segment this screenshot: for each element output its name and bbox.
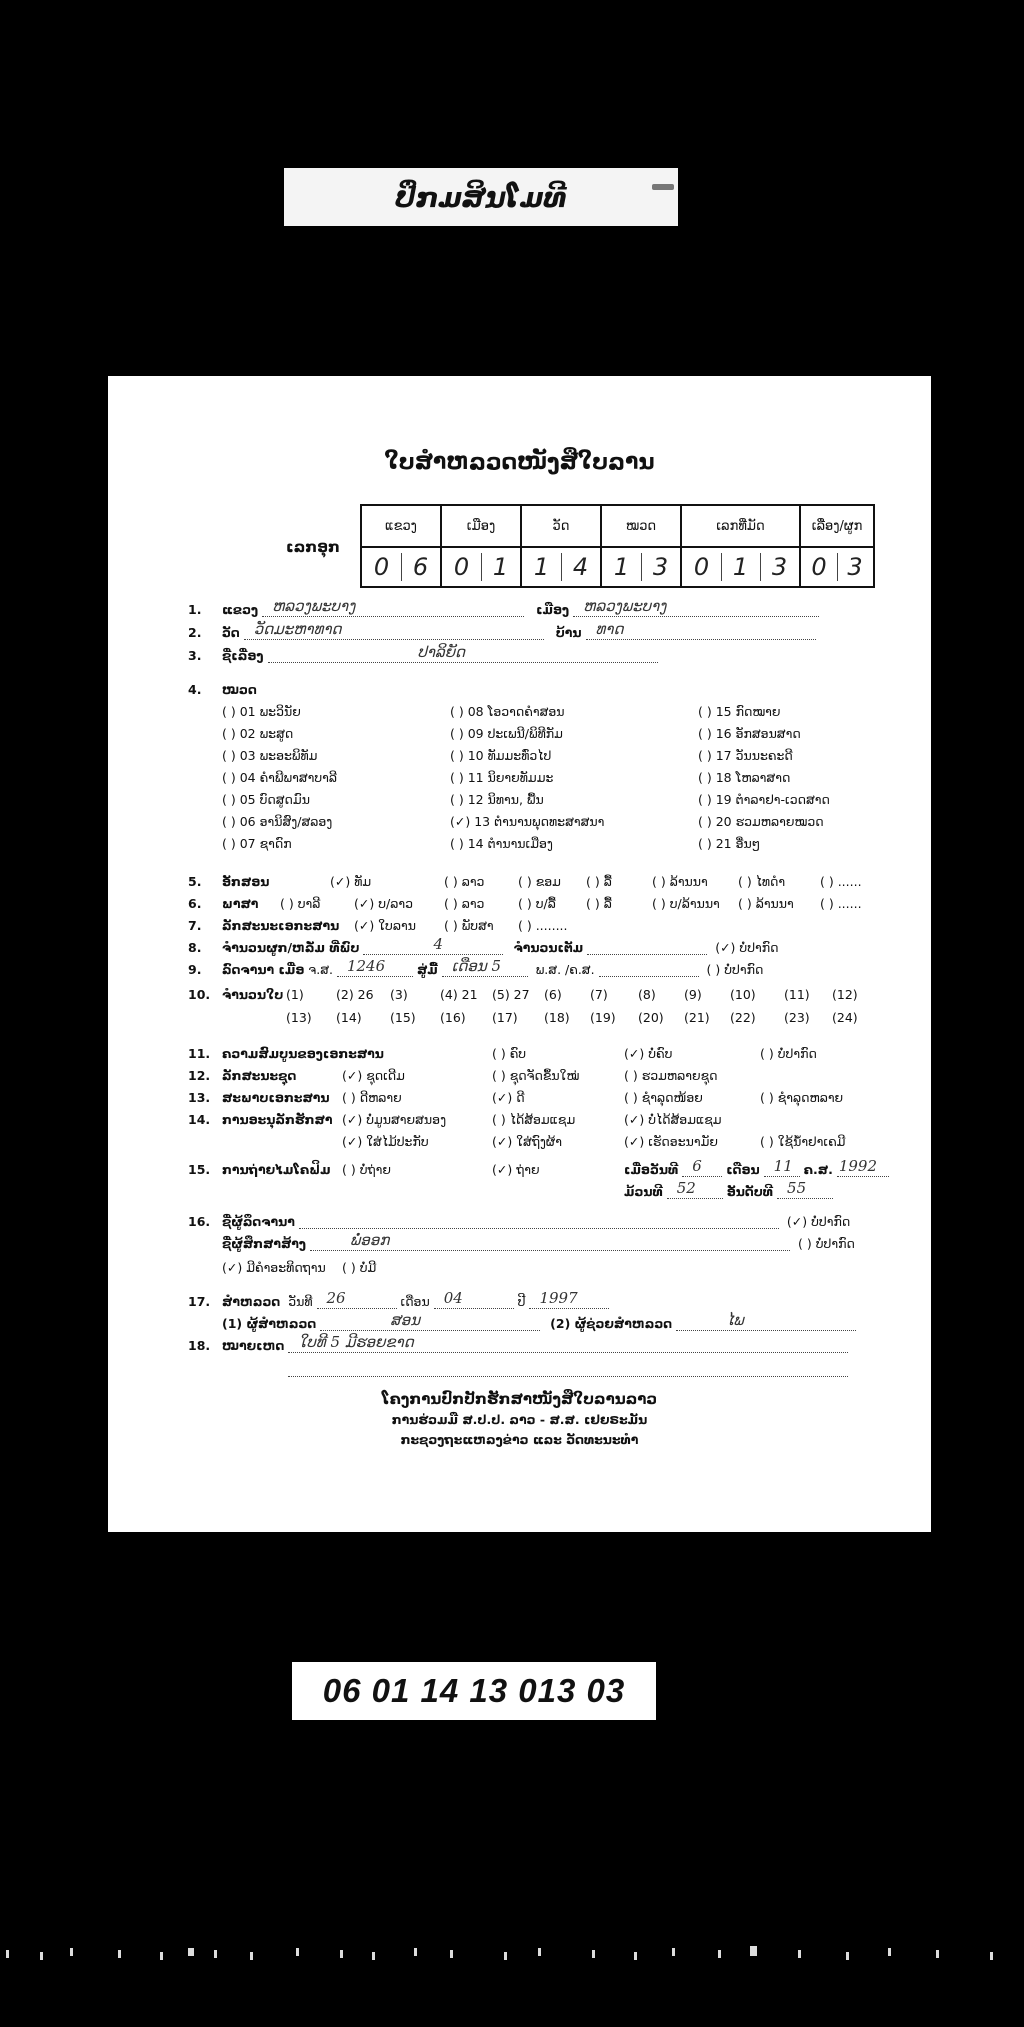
option: (✓) ບໍ່ມູນສາຍສນອງ — [342, 1112, 447, 1127]
remarks-line — [288, 1362, 848, 1377]
manuscript-code: 06 01 14 13 013 03 — [322, 1672, 626, 1709]
option: (✓) ຊຸດເດີມ — [342, 1068, 405, 1083]
category-item: ( ) 03 ພະອະພິທັມ — [222, 748, 318, 763]
handwritten-value: ຫລວງພະບາງ — [583, 597, 667, 615]
field-survey-date — [222, 1289, 609, 1309]
leaf-count: (20) — [638, 1010, 664, 1025]
code-cell: 1 3 — [601, 547, 681, 587]
handwritten-value: 1992 — [838, 1157, 878, 1175]
field-label: ຊື່ຜູ້ລຶດຈານາ — [222, 1214, 295, 1229]
category-item: ( ) 07 ຊາດົກ — [222, 836, 292, 851]
leaf-count: (6) — [544, 987, 562, 1002]
leaf-count: (9) — [684, 987, 702, 1002]
leaf-count: (12) — [832, 987, 858, 1002]
option: (✓) ບໍ່ຄົບ — [624, 1046, 673, 1061]
category-item: ( ) 11 ນິຍາຍທັມມະ — [450, 770, 554, 785]
film-edge-specks — [0, 1940, 1024, 1970]
field-label: ສຳຫລວດ — [222, 1294, 281, 1309]
leaf-count: (19) — [590, 1010, 616, 1025]
field-scribe — [222, 1214, 850, 1229]
leaf-count: (22) — [730, 1010, 756, 1025]
field-number: 18. — [188, 1338, 211, 1353]
handwritten-value: 04 — [443, 1289, 463, 1307]
option: ( ) ຊຸດຈັດຂຶ້ນໃໝ່ — [492, 1068, 580, 1083]
category-item: ( ) 12 ນິທານ, ພື້ນ — [450, 792, 544, 807]
field-label: ອັກສອນ — [222, 874, 270, 889]
leaf-count: (13) — [286, 1010, 312, 1025]
handwritten-value: 1997 — [539, 1289, 578, 1307]
field-number: 5. — [188, 874, 202, 889]
option: ( ) ຂອມ — [518, 874, 561, 889]
field-number: 6. — [188, 896, 202, 911]
field-label: ລົດຈານາ ເມື່ອ — [222, 962, 305, 977]
option: (✓) ບໍ່ປາກົດ — [715, 940, 779, 955]
leaf-count: (1) — [286, 987, 304, 1002]
handwritten-value: 52 — [676, 1179, 696, 1197]
leaf-count: (3) — [390, 987, 408, 1002]
field-label: ຊື່ເລື່ອງ — [222, 648, 264, 663]
header-title: ປຶກມສິນໂມທີ — [395, 180, 567, 214]
handwritten-value: ສອນ — [390, 1311, 421, 1329]
manuscript-code-card — [292, 1662, 656, 1720]
field-number: 2. — [188, 625, 202, 640]
handwritten-value: ຫລວງພະບາງ — [272, 597, 356, 615]
option: ( ) ໄດ້ສ້ອມແຊມ — [492, 1112, 576, 1127]
option: (✓) ບ/ລາວ — [354, 896, 413, 911]
form-title: ໃບສຳຫລວດໜັງສືໃບລານ — [384, 450, 655, 475]
field-number: 4. — [188, 682, 202, 697]
option: (✓) ໃສ່ຖົງຜ້າ — [492, 1134, 562, 1149]
option: ( ) ລ້ານນາ — [738, 896, 794, 911]
option: (✓) ທັມ — [330, 874, 372, 889]
field-label: ລັກສະນະເອກະສານ — [222, 918, 340, 933]
field-label: ບ້ານ — [555, 625, 582, 640]
field-label: ຊື່ຜູ້ສຶກສາສ້າງ — [222, 1236, 307, 1251]
field-label: (1) ຜູ້ສຳຫລວດ — [222, 1316, 317, 1331]
category-item: ( ) 16 ອັກສອນສາດ — [698, 726, 801, 741]
option: (✓) ເຮັດອະນາມັຍ — [624, 1134, 718, 1149]
leaf-count: (8) — [638, 987, 656, 1002]
field-number: 3. — [188, 648, 202, 663]
field-label: ໝວດ — [222, 682, 257, 697]
field-label: ຈຳນວນຜູກ/ຫລັ່ມ ທີ່ພົບ — [222, 940, 360, 955]
field-label: ໝາຍເຫດ — [222, 1338, 285, 1353]
era-label: ພ.ສ. /ຄ.ສ. — [535, 962, 595, 977]
field-number: 11. — [188, 1046, 211, 1061]
leaf-count: (16) — [440, 1010, 466, 1025]
field-label: ສະພາບເອກະສານ — [222, 1090, 330, 1105]
category-item: ( ) 15 ກົດໝາຍ — [698, 704, 781, 719]
handwritten-value: ປາລິຍັດ — [417, 643, 466, 661]
option: ( ) ບໍ່ປາກົດ — [760, 1046, 817, 1061]
category-item: ( ) 10 ທັມມະທົ່ວໄປ — [450, 748, 552, 763]
field-label: ການອະນຸລັກຮັກສາ — [222, 1112, 333, 1127]
header-title-card — [284, 168, 678, 226]
field-label: ລັກສະນະຊຸດ — [222, 1068, 297, 1083]
field-label: ແຂວງ — [222, 602, 259, 617]
handwritten-value: 11 — [773, 1157, 793, 1175]
field-label: ເດືອນ — [726, 1162, 760, 1177]
handwritten-value: 55 — [787, 1179, 807, 1197]
field-number: 14. — [188, 1112, 211, 1127]
option: (✓) ດີ — [492, 1090, 525, 1105]
field-label: ຈຳນວນເຕັມ — [513, 940, 584, 955]
field-label: ອັນດັບທີ — [726, 1184, 774, 1199]
category-item: ( ) 17 ວັນນະຄະດີ — [698, 748, 793, 763]
leaf-count: (24) — [832, 1010, 858, 1025]
field-label: ວັດ — [222, 625, 240, 640]
option: (✓) ບໍ່ປາກົດ — [786, 1214, 851, 1229]
field-number: 9. — [188, 962, 202, 977]
field-label: ຈຳນວນໃບ — [222, 987, 284, 1002]
field-inscription-date — [222, 957, 764, 977]
option: ( ) ດີຫລາຍ — [342, 1090, 402, 1105]
handwritten-value: 26 — [326, 1289, 346, 1307]
option: ( ) ບໍ່ຖ່າຍ — [342, 1162, 391, 1177]
option: ( ) ບ/ລ້ານນາ — [652, 896, 720, 911]
category-item: ( ) 06 ອານິສົງ/ສລອງ — [222, 814, 333, 829]
option: ( ) ........ — [518, 918, 568, 933]
option: ( ) ໃຊ້ນ້ຳຢາເຄມີ — [760, 1134, 846, 1149]
field-surveyors — [222, 1311, 856, 1331]
option: ( ) ບໍ່ປາກົດ — [798, 1236, 855, 1251]
field-number: 10. — [188, 987, 211, 1002]
leaf-count: (10) — [730, 987, 756, 1002]
code-table — [360, 504, 875, 588]
option: ( ) ລາວ — [444, 874, 485, 889]
option: ( ) ...... — [820, 874, 862, 889]
handwritten-value: ເດືອນ 5 — [451, 957, 502, 975]
category-item: ( ) 08 ໂອວາດຄຳສອນ — [450, 704, 565, 719]
code-header: ເມືອງ — [441, 505, 521, 547]
category-item: ( ) 14 ຕຳນານເມືອງ — [450, 836, 553, 851]
handwritten-value: ທາດ — [595, 620, 624, 638]
leaf-count: (11) — [784, 987, 810, 1002]
field-label: ຄວາມສົມບູນຂອງເອກະສານ — [222, 1046, 384, 1061]
field-title — [222, 643, 658, 663]
field-number: 16. — [188, 1214, 211, 1229]
field-number: 1. — [188, 602, 202, 617]
option: ( ) ...... — [820, 896, 862, 911]
code-header: ແຂວງ — [361, 505, 441, 547]
field-province — [222, 597, 819, 617]
option: ( ) ຊຳລຸດຫລາຍ — [760, 1090, 844, 1105]
category-item: ( ) 05 ບົດສູດມົນ — [222, 792, 310, 807]
category-item: ( ) 20 ຮວມຫລາຍໝວດ — [698, 814, 824, 829]
category-item: ( ) 04 ຄຳພີພາສາບາລີ — [222, 770, 338, 785]
field-label: ສູ່ມື້ — [416, 962, 438, 977]
field-number: 8. — [188, 940, 202, 955]
card-tab-mark — [652, 184, 674, 190]
microfilm-reel — [624, 1179, 833, 1199]
field-label: ເມືອງ — [536, 602, 570, 617]
field-number: 12. — [188, 1068, 211, 1083]
survey-form-sheet — [108, 376, 931, 1532]
category-item: (✓) 13 ຕຳນານພຸດທະສາສນາ — [450, 814, 605, 829]
leaf-count: (2) 26 — [336, 987, 374, 1002]
handwritten-value: ໃບທີ 5 ມີຮອຍຂາດ — [298, 1333, 414, 1351]
category-item: ( ) 02 ພະສູດ — [222, 726, 294, 741]
field-temple — [222, 620, 816, 640]
footer-project: ໂຄງການປົກປັກຮັກສາໜັງສືໃບລານລາວ — [381, 1390, 658, 1408]
option: (✓) ໃສ່ໄມ້ປະກັບ — [342, 1134, 429, 1149]
field-number: 15. — [188, 1162, 211, 1177]
leaf-count: (5) 27 — [492, 987, 530, 1002]
option: ( ) ພັບສາ — [444, 918, 494, 933]
leaf-count: (21) — [684, 1010, 710, 1025]
code-cell: 0 3 — [800, 547, 874, 587]
handwritten-value: ພໍ່ອອກ — [350, 1231, 390, 1249]
field-label: ປີ — [517, 1294, 526, 1309]
field-label: (2) ຜູ້ຊ່ວຍສຳຫລວດ — [550, 1316, 673, 1331]
field-label: ການຖ່າຍໄມໂຄຟິມ — [222, 1162, 331, 1177]
option: ( ) ລື້ — [586, 896, 612, 911]
code-cell: 0 1 — [441, 547, 521, 587]
code-header: ວັດ — [521, 505, 601, 547]
category-item: ( ) 18 ໂຫລາສາດ — [698, 770, 791, 785]
field-label: ວັນທີ — [288, 1294, 313, 1309]
option: (✓) ບໍ່ໄດ້ສ້ອມແຊມ — [624, 1112, 722, 1127]
field-number: 13. — [188, 1090, 211, 1105]
option: ( ) ໄທດຳ — [738, 874, 786, 889]
footer-partnership: ການຮ່ວມມື ສ.ປ.ປ. ລາວ - ສ.ສ. ເຢຍຣະມັນ — [391, 1412, 648, 1427]
code-header: ໝວດ — [601, 505, 681, 547]
code-label: ເລກອຸກ — [286, 538, 340, 556]
leaf-count: (23) — [784, 1010, 810, 1025]
option: ( ) ຄົບ — [492, 1046, 527, 1061]
option: (✓) ມີຄຳອະທິດຖານ — [222, 1260, 326, 1275]
code-header: ເລື່ອງ/ຜູກ — [800, 505, 874, 547]
handwritten-value: ໄພ — [726, 1311, 744, 1329]
code-cell: 0 1 3 — [681, 547, 800, 587]
option: ( ) ລື້ — [586, 874, 612, 889]
option: ( ) ລ້ານນາ — [652, 874, 708, 889]
option: ( ) ຮວມຫລາຍຊຸດ — [624, 1068, 718, 1083]
option: (✓) ໃບລານ — [354, 918, 416, 933]
option: ( ) ລາວ — [444, 896, 485, 911]
handwritten-value: ວັດມະຫາທາດ — [253, 620, 342, 638]
category-item: ( ) 09 ປະເພນີ/ພິທີກັມ — [450, 726, 563, 741]
field-bundle-count — [222, 935, 779, 955]
field-sponsor — [222, 1231, 855, 1251]
footer-ministry: ກະຊວງຖະແຫລງຂ່າວ ແລະ ວັດທະນະທຳ — [400, 1432, 639, 1447]
option: ( ) ບໍ່ມີ — [342, 1260, 377, 1275]
field-remarks — [222, 1333, 848, 1353]
leaf-count: (17) — [492, 1010, 518, 1025]
field-label: ເມື່ອວັນທີ — [624, 1162, 679, 1177]
era-label: ຈ.ສ. — [308, 962, 333, 977]
option: ( ) ບາລີ — [280, 896, 321, 911]
leaf-count: (4) 21 — [440, 987, 478, 1002]
field-label: ພາສາ — [222, 896, 259, 911]
field-number: 17. — [188, 1294, 211, 1309]
leaf-count: (7) — [590, 987, 608, 1002]
code-cell: 0 6 — [361, 547, 441, 587]
category-item: ( ) 01 ພະວິນັຍ — [222, 704, 301, 719]
category-item: ( ) 19 ຕຳລາຢາ-ເວດສາດ — [698, 792, 830, 807]
code-header: ເລກທີ່ມັດ — [681, 505, 800, 547]
handwritten-value: 6 — [692, 1157, 702, 1175]
code-cell: 1 4 — [521, 547, 601, 587]
field-number: 7. — [188, 918, 202, 933]
category-item: ( ) 21 ອື່ນໆ — [698, 836, 761, 851]
option: (✓) ຖ່າຍ — [492, 1162, 540, 1177]
microfilm-date — [624, 1157, 889, 1177]
leaf-count: (15) — [390, 1010, 416, 1025]
field-label: ມ້ວນທີ — [624, 1184, 663, 1199]
field-label: ຄ.ສ. — [803, 1162, 833, 1177]
option: ( ) ບໍ່ປາກົດ — [706, 962, 764, 977]
option: ( ) ຊຳລຸດໜ້ອຍ — [624, 1090, 703, 1105]
leaf-count: (14) — [336, 1010, 362, 1025]
option: ( ) ບ/ລື້ — [518, 896, 556, 911]
handwritten-value: 1246 — [346, 957, 386, 975]
field-label: ເດືອນ — [400, 1294, 430, 1309]
handwritten-value: 4 — [433, 935, 444, 953]
leaf-count: (18) — [544, 1010, 570, 1025]
